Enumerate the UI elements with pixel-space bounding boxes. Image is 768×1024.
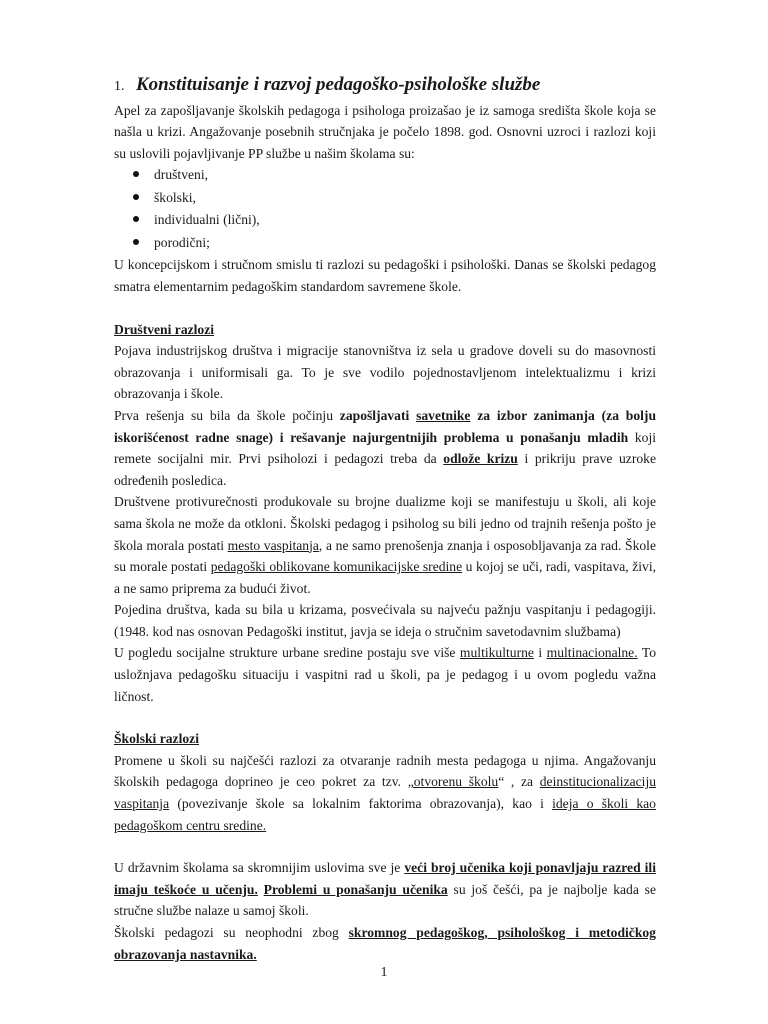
underlined-text: multikulturne <box>459 645 534 661</box>
list-item: individualni (lični), <box>154 209 656 232</box>
intro-paragraph: Apel za zapošljavanje školskih pedagoga i psihologa proizašao je iz samoga središta škole koja se našla u krizi. Angažovanje posebnih stručnjaka je počelo 1898. god. Osnovni uzroci i razlozi koji su uslovili pojavljivanje PP službe u našim školama su: <box>114 102 656 161</box>
text-run: , a ne samo prenošenja znanja i osposobljavanja za rad. Škole su morale postati <box>114 537 656 575</box>
emphasis-text: veći broj učenika koji ponavljaju razred ili imaju teškoće u učenju. <box>114 860 656 897</box>
section-title <box>114 74 656 98</box>
list-item: školski, <box>154 187 656 210</box>
paragraph-spacer <box>114 836 656 857</box>
text-run: i <box>533 645 547 661</box>
underlined-text: pedagoški oblikovane komunikacijske sredine <box>210 559 463 575</box>
heading-social-reasons: Društveni razlozi <box>114 321 215 337</box>
social-paragraph-5 <box>114 642 656 707</box>
text-run: koji remete socijalni mir. Prvi psiholozi i pedagozi treba da <box>114 429 657 467</box>
section-number: 1. <box>114 79 125 94</box>
text-run: Prva rešenja su bila da škole počinju <box>114 407 340 423</box>
text-run: Promene u školi su najčešći razlozi za otvaranje radnih mesta pedagoga u njima. Angažovanju školskih pedagoga doprineo je ceo pokret za tzv. <box>114 752 656 790</box>
text-run: (povezivanje škole sa lokalnim faktorima obrazovanja), kao i <box>169 796 553 812</box>
underlined-text: ideja o školi kao pedagoškom centru sredine. <box>114 796 656 833</box>
school-paragraph-1 <box>114 750 656 836</box>
social-paragraph-4: Pojedina društva, kada su bila u krizama, posvećivala su najveću pažnju vaspitanju i pedagogiji. (1948. kod nas osnovan Pedagoški institut, javja se ideja o stručnim savetodavnim službama) <box>114 602 656 639</box>
school-paragraph-2 <box>114 857 656 922</box>
social-paragraph-1: Pojava industrijskog društva i migracije stanovništva iz sela u gradove doveli su do masovnosti obrazovanja i uniformisali ga. To je sve vodilo pojednostavljenom intelektualizmu i krizi obrazovanja i škole. <box>114 343 656 402</box>
list-item: društveni, <box>154 164 656 187</box>
page-number: 1 <box>380 965 388 980</box>
text-run: To usložnjava pedagošku situaciju i vaspitni rad u školi, pa je pedagog i u ovom pogledu važna ličnost. <box>114 645 656 704</box>
social-paragraph-2 <box>114 405 656 491</box>
underlined-text: mesto vaspitanja <box>227 537 319 553</box>
emphasis-text: odlože krizu <box>443 451 518 467</box>
emphasis-text: zapošljavati <box>339 407 410 423</box>
emphasis-text: savetnike <box>416 407 471 423</box>
text-run: su još češći, pa je najbolje kada se stručne službe nalaze u samoj školi. <box>114 881 656 919</box>
text-run: U pogledu socijalne strukture urbane sredine postaju sve više <box>114 645 460 661</box>
text-run: i prikriju prave uzroke određenih posledica. <box>114 451 656 488</box>
heading-school-reasons: Školski razlozi <box>114 731 199 747</box>
text-run: Školski pedagozi su neophodni zbog <box>114 925 349 940</box>
underlined-text: „otvorenu školu <box>407 774 499 790</box>
text-run: Društvene protivurečnosti produkovale su brojne dualizme koji se manifestuju u školi, ali koje sama škola ne može da otkloni. Školski pedagog i psiholog su bili jedno od trajnih rešenja pošto je škola morala postati <box>114 494 656 553</box>
school-paragraph-3 <box>114 922 656 965</box>
text-run: “ , za <box>498 774 540 790</box>
section-title-text: Konstituisanje i razvoj pedagoško-psihološke službe <box>136 74 541 95</box>
social-paragraph-3 <box>114 491 656 599</box>
list-item: porodični; <box>154 232 656 255</box>
causes-list <box>114 164 656 254</box>
emphasis-text: Problemi u ponašanju učenika <box>263 881 448 897</box>
underlined-text: deinstitucionalizaciju vaspitanja <box>114 774 657 812</box>
document-body <box>114 74 656 965</box>
emphasis-text: skromnog pedagoškog, psihološkog i metodičkog obrazovanja nastavnika. <box>114 925 656 962</box>
text-run: u kojoj se uči, radi, vaspitava, živi, a ne samo priprema za budući život. <box>114 559 656 596</box>
underlined-text: multinacionalne. <box>546 645 638 661</box>
emphasis-text: za izbor zanimanja (za bolju iskorišćenost radne snage) i rešavanje najurgentnijih problema u ponašanju mladih <box>114 407 657 445</box>
intro-paragraph-2: U koncepcijskom i stručnom smislu ti razlozi su pedagoški i psihološki. Danas se školski pedagog smatra elementarnim pedagoškim standardom savremene škole. <box>114 257 656 294</box>
text-run: U državnim školama sa skromnijim uslovima sve je <box>114 860 405 876</box>
